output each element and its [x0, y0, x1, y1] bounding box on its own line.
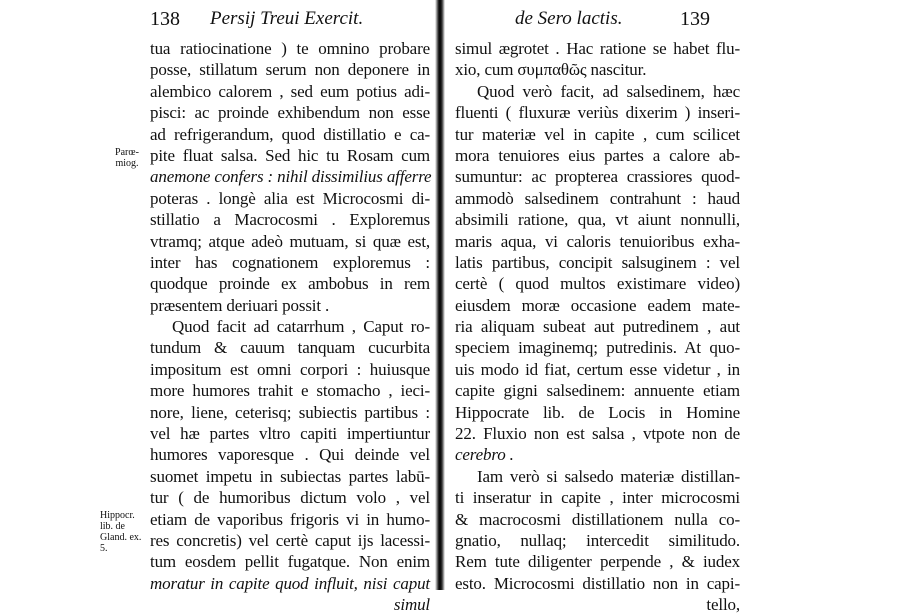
text-line: sumuntur: ac propterea crassiores quod-: [455, 167, 740, 187]
text-line: vel hæ partes vltro capiti impertiuntur: [150, 424, 430, 444]
text-line: poteras . longè alia est Microcosmi di-: [150, 188, 430, 208]
right-page-header: [455, 8, 740, 38]
text-line: humores vaporesque . Qui deinde vel: [150, 445, 430, 465]
text-line: fluenti ( fluxuræ veriùs dixerim ) inseri-: [455, 103, 740, 123]
book-gutter: [435, 0, 445, 590]
text-line: 22. Fluxio non est salsa , vtpote non de: [455, 424, 740, 444]
text-line: ammodò salsedinem contrahunt : haud: [455, 188, 740, 208]
text-line: alembico calorem , sed eum potius adi-: [150, 81, 430, 101]
paragraph-start-line: Iam verò si salsedo materiæ distillan-: [477, 466, 740, 486]
text-line: tum eosdem pellit fugatque. Non enim: [150, 552, 430, 572]
right-running-title: de Sero lactis.: [515, 8, 623, 29]
text-line: ria aliquam subeat aut putredinem , aut: [455, 317, 740, 337]
right-page-body: [455, 38, 740, 616]
text-line: etiam de vaporibus frigoris vi in humo-: [150, 509, 430, 529]
left-page: [150, 8, 430, 616]
catchword: simul: [393, 595, 430, 615]
margin-note-paroemiog: Parœ-miog.: [115, 147, 139, 169]
text-line: mora tenuiores eius partes a calore ab-: [455, 145, 740, 165]
text-line: ti inseratur in capite , inter microcosmi: [455, 488, 740, 508]
text-line: præsentem deriuari possit .: [150, 295, 330, 315]
text-line: & macrocosmi distillationem nulla co-: [455, 509, 740, 529]
text-line: posse, stillatum serum non deponere in: [150, 60, 430, 80]
text-line: capite gigni salsedinem: annuente etiam: [455, 381, 740, 401]
text-line: uis modo id fiat, certum esse videtur , in: [455, 359, 740, 379]
text-line: suomet impetu in subiectas partes labū-: [150, 466, 430, 486]
text-line: moratur in capite quod influit, nisi caput: [150, 573, 430, 593]
text-line: tua ratiocinatione ) te omnino probare: [150, 39, 430, 58]
text-line: certè ( quod multos existimare video): [455, 274, 740, 294]
text-line: tur ( de humoribus dictum volo , vel: [150, 488, 430, 508]
text-line: absimili ratione, qua, vt aiunt nonnulli,: [455, 210, 740, 230]
right-page: [455, 8, 740, 616]
text-line: impositum est omni corpori : huiusque: [150, 359, 430, 379]
text-line: anemone confers : nihil dissimilius afferre: [150, 167, 432, 187]
text-line: ad refrigerandum, quod distillatio e ca-: [150, 124, 430, 144]
right-page-number: 139: [680, 8, 710, 30]
text-line: inter has cognationem exploremus :: [150, 252, 430, 272]
text-line: cerebro .: [455, 445, 514, 465]
margin-note-hippocr: Hippocr. lib. de Gland. ex. 5.: [100, 510, 142, 554]
text-line: xio, cum συμπαθῶς nascitur.: [455, 60, 647, 80]
text-line: speciem imaginemq; putredinis. At quo-: [455, 338, 740, 358]
catchword: tello,: [706, 595, 740, 615]
text-line: gnatio, nullaq; intercedit similitudo.: [455, 530, 740, 550]
paragraph-start-line: Quod facit ad catarrhum , Caput ro-: [172, 317, 430, 337]
text-line: pisci: ac proinde exhibendum non esse: [150, 103, 430, 123]
text-line: eiusdem moræ occasione eadem mate-: [455, 295, 740, 315]
paragraph-start-line: Quod verò facit, ad salsedinem, hæc: [477, 81, 740, 101]
left-running-title: Persij Treui Exercit.: [210, 8, 364, 29]
text-line: tur materiæ vel in capite , cum scilicet: [455, 124, 740, 144]
left-page-number: 138: [150, 8, 180, 30]
text-line: latis partibus, concipit salsuginem : vel: [455, 252, 740, 272]
left-page-header: [150, 8, 430, 38]
text-line: nore, liene, ceterisq; subiectis partibus :: [150, 402, 430, 422]
text-line: maris aqua, vi caloris tenuioribus exha-: [455, 231, 740, 251]
text-line: simul ægrotet . Hac ratione se habet flu-: [455, 39, 740, 58]
text-line: Hippocrate lib. de Locis in Homine: [455, 402, 740, 422]
text-line: tundum & cauum tanquam cucurbita: [150, 338, 430, 358]
text-line: esto. Microcosmi distillatio non in capi-: [455, 573, 740, 593]
text-line: quodque proinde ex ambobus in rem: [150, 274, 430, 294]
text-line: pite fluat salsa. Sed hic tu Rosam cum: [150, 145, 430, 165]
text-line: stillatio a Macrocosmi . Exploremus: [150, 210, 430, 230]
left-page-body: [150, 38, 430, 616]
text-line: res concretis) vel certè caput ijs lacessi-: [150, 530, 430, 550]
text-line: Rem tute diligenter perpende , & iudex: [455, 552, 740, 572]
text-line: vtramq; atque adeò mutuam, si quæ est,: [150, 231, 430, 251]
text-line: more humores trahit e stomacho , ieci-: [150, 381, 430, 401]
